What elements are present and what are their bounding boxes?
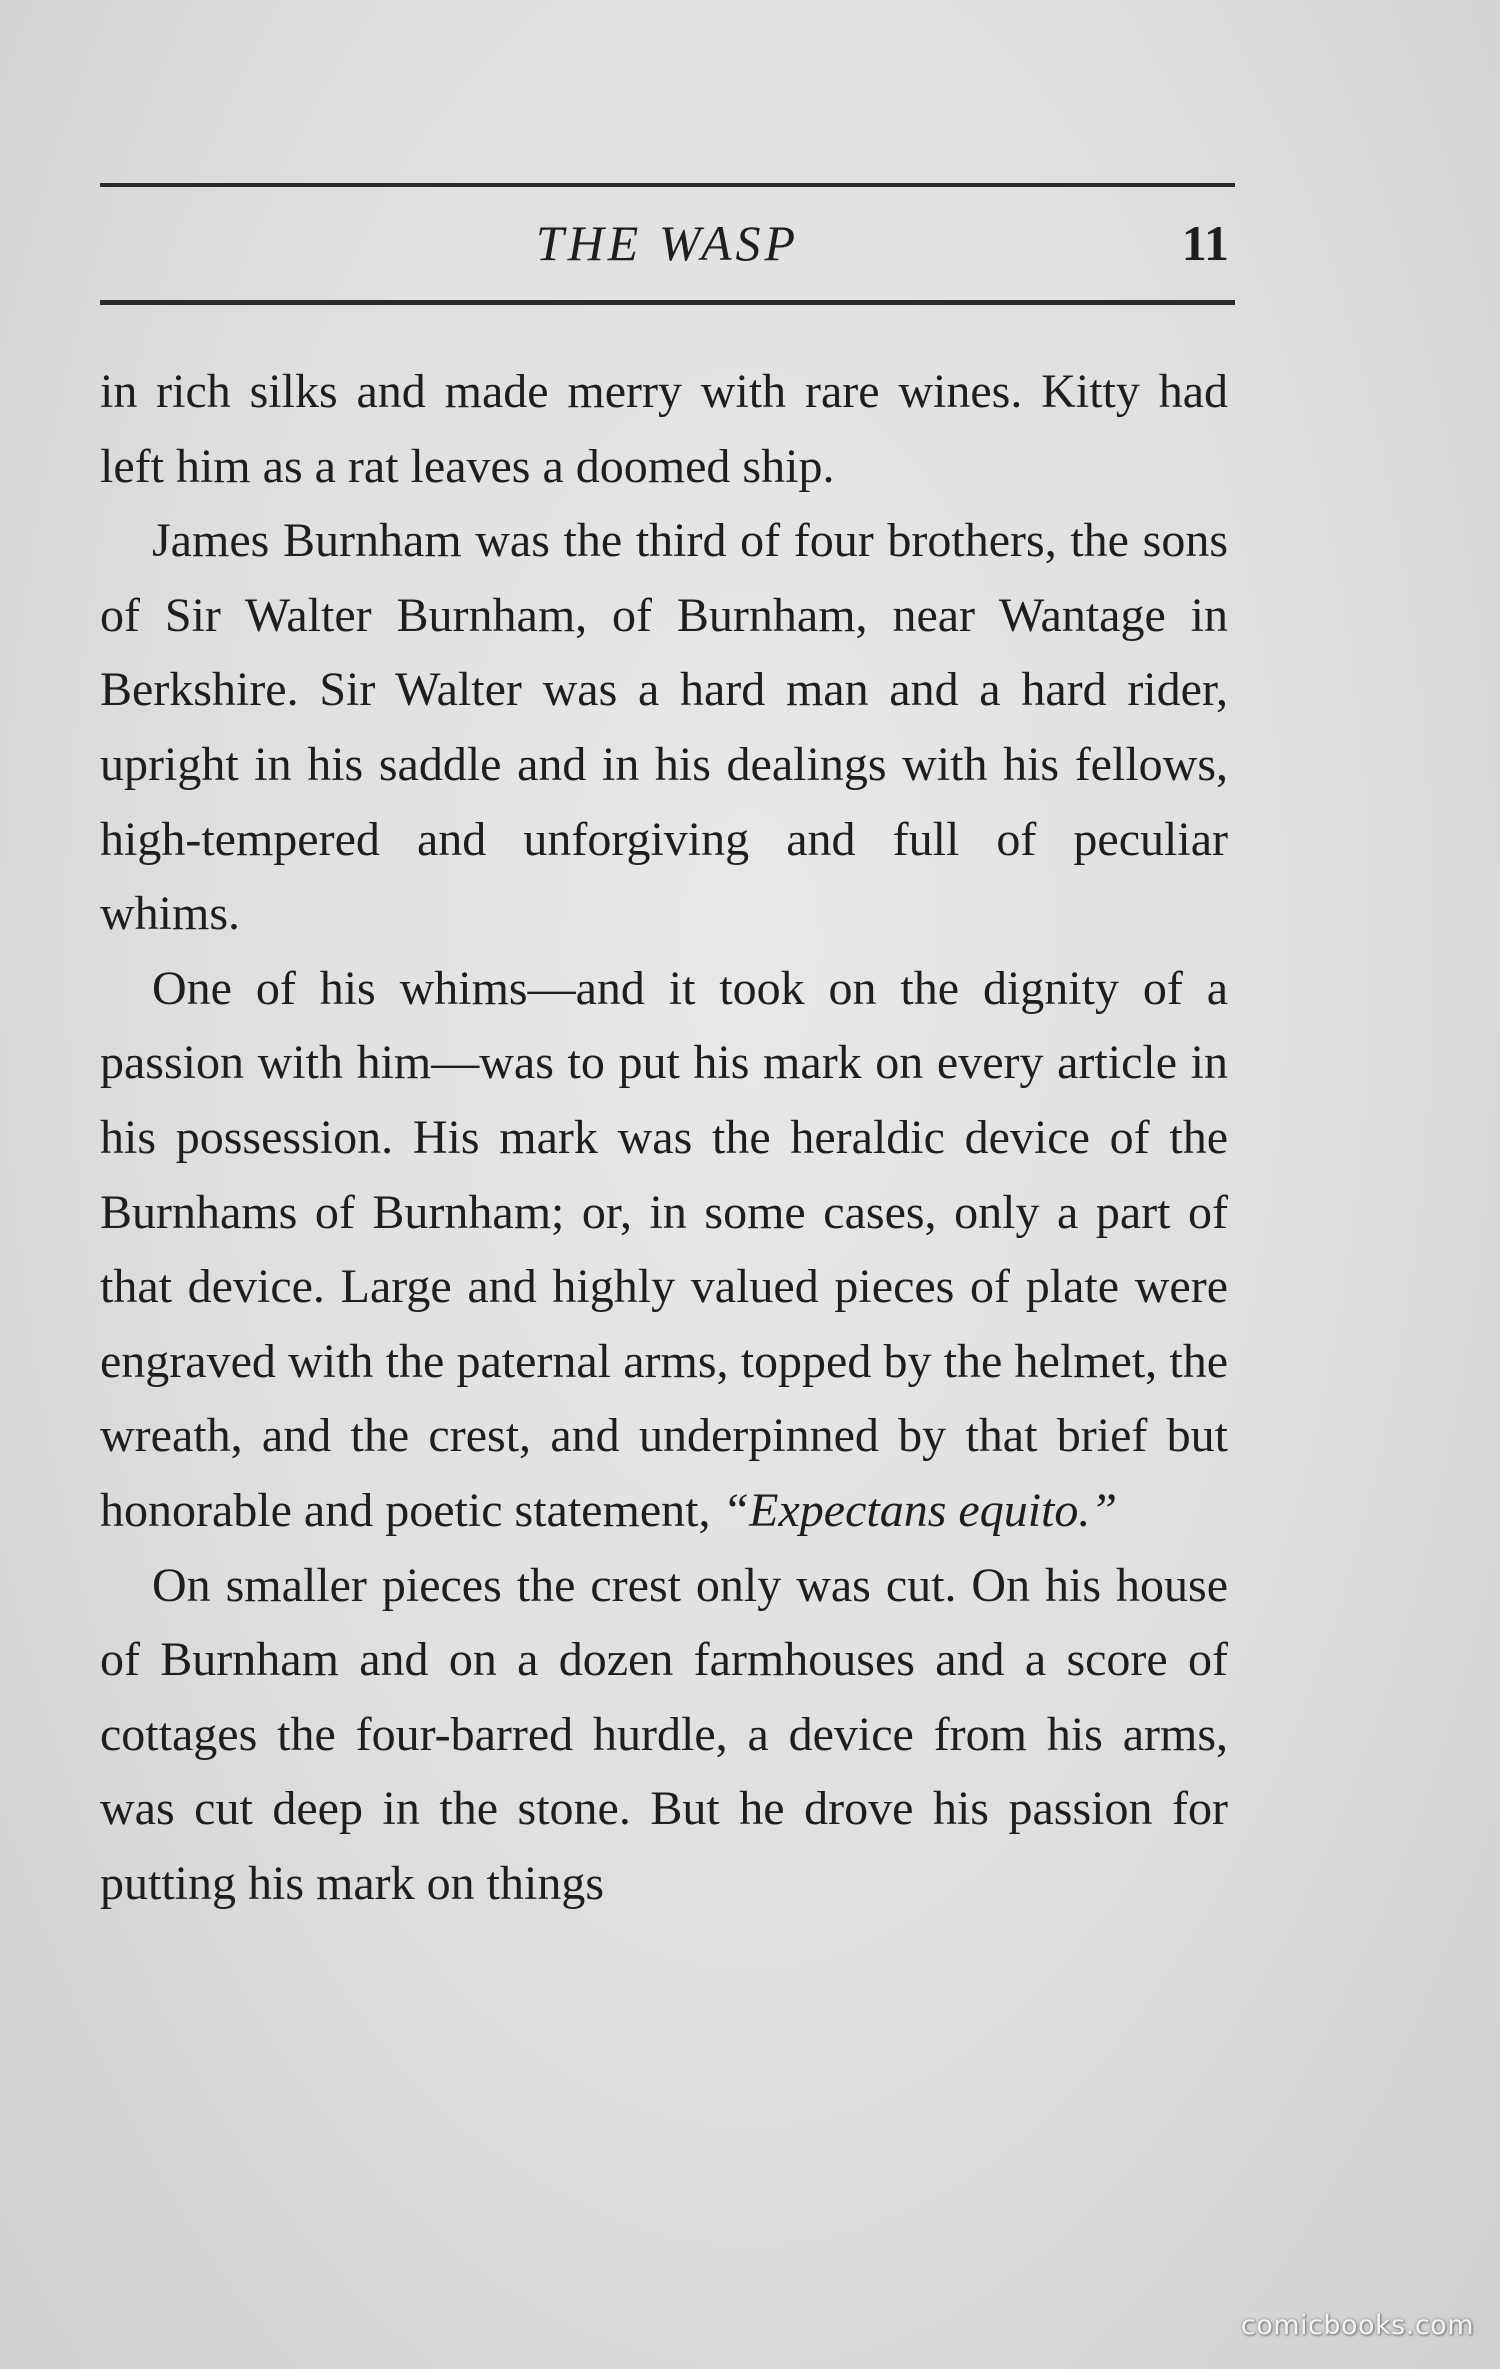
running-header — [100, 203, 1235, 283]
header-rule-bottom — [100, 300, 1235, 305]
page-number: 11 — [1181, 215, 1229, 271]
motto: “Expectans equito.” — [722, 1483, 1118, 1537]
running-title: THE WASP — [535, 215, 800, 271]
paragraph-3 — [100, 952, 1228, 1549]
paragraph-3-text: One of his whims—and it took on the dignity of a passion with him—was to put his mark on every article in his possession. His mark was the heraldic device of the Burnhams of Burnham; or, in some cases, only a part of that device. Large and highly valued pieces of plate were engraved with the paternal arms, topped by the helmet, the wreath, and the crest, and underpinned by that brief but honorable and poetic statement, — [100, 961, 1228, 1537]
body-text — [100, 355, 1228, 1921]
paragraph-4: On smaller pieces the crest only was cut. On his house of Burnham and on a dozen farmhouses and a score of cottages the four-barred hurdle, a device from his arms, was cut deep in the stone. But he drove his passion for putting his mark on things — [100, 1558, 1228, 1910]
paragraph-2: James Burnham was the third of four brothers, the sons of Sir Walter Burnham, of Burnham, near Wantage in Berkshire. Sir Walter was a hard man and a hard rider, upright in his saddle and in his dealings with his fellows, high-tempered and unforgiving and full of peculiar whims. — [100, 514, 1228, 941]
header-rule-top — [100, 183, 1235, 187]
paragraph-1: in rich silks and made merry with rare wines. Kitty had left him as a rat leaves a doomed ship. — [100, 365, 1228, 493]
watermark: comicbooks.com — [1240, 2310, 1474, 2341]
